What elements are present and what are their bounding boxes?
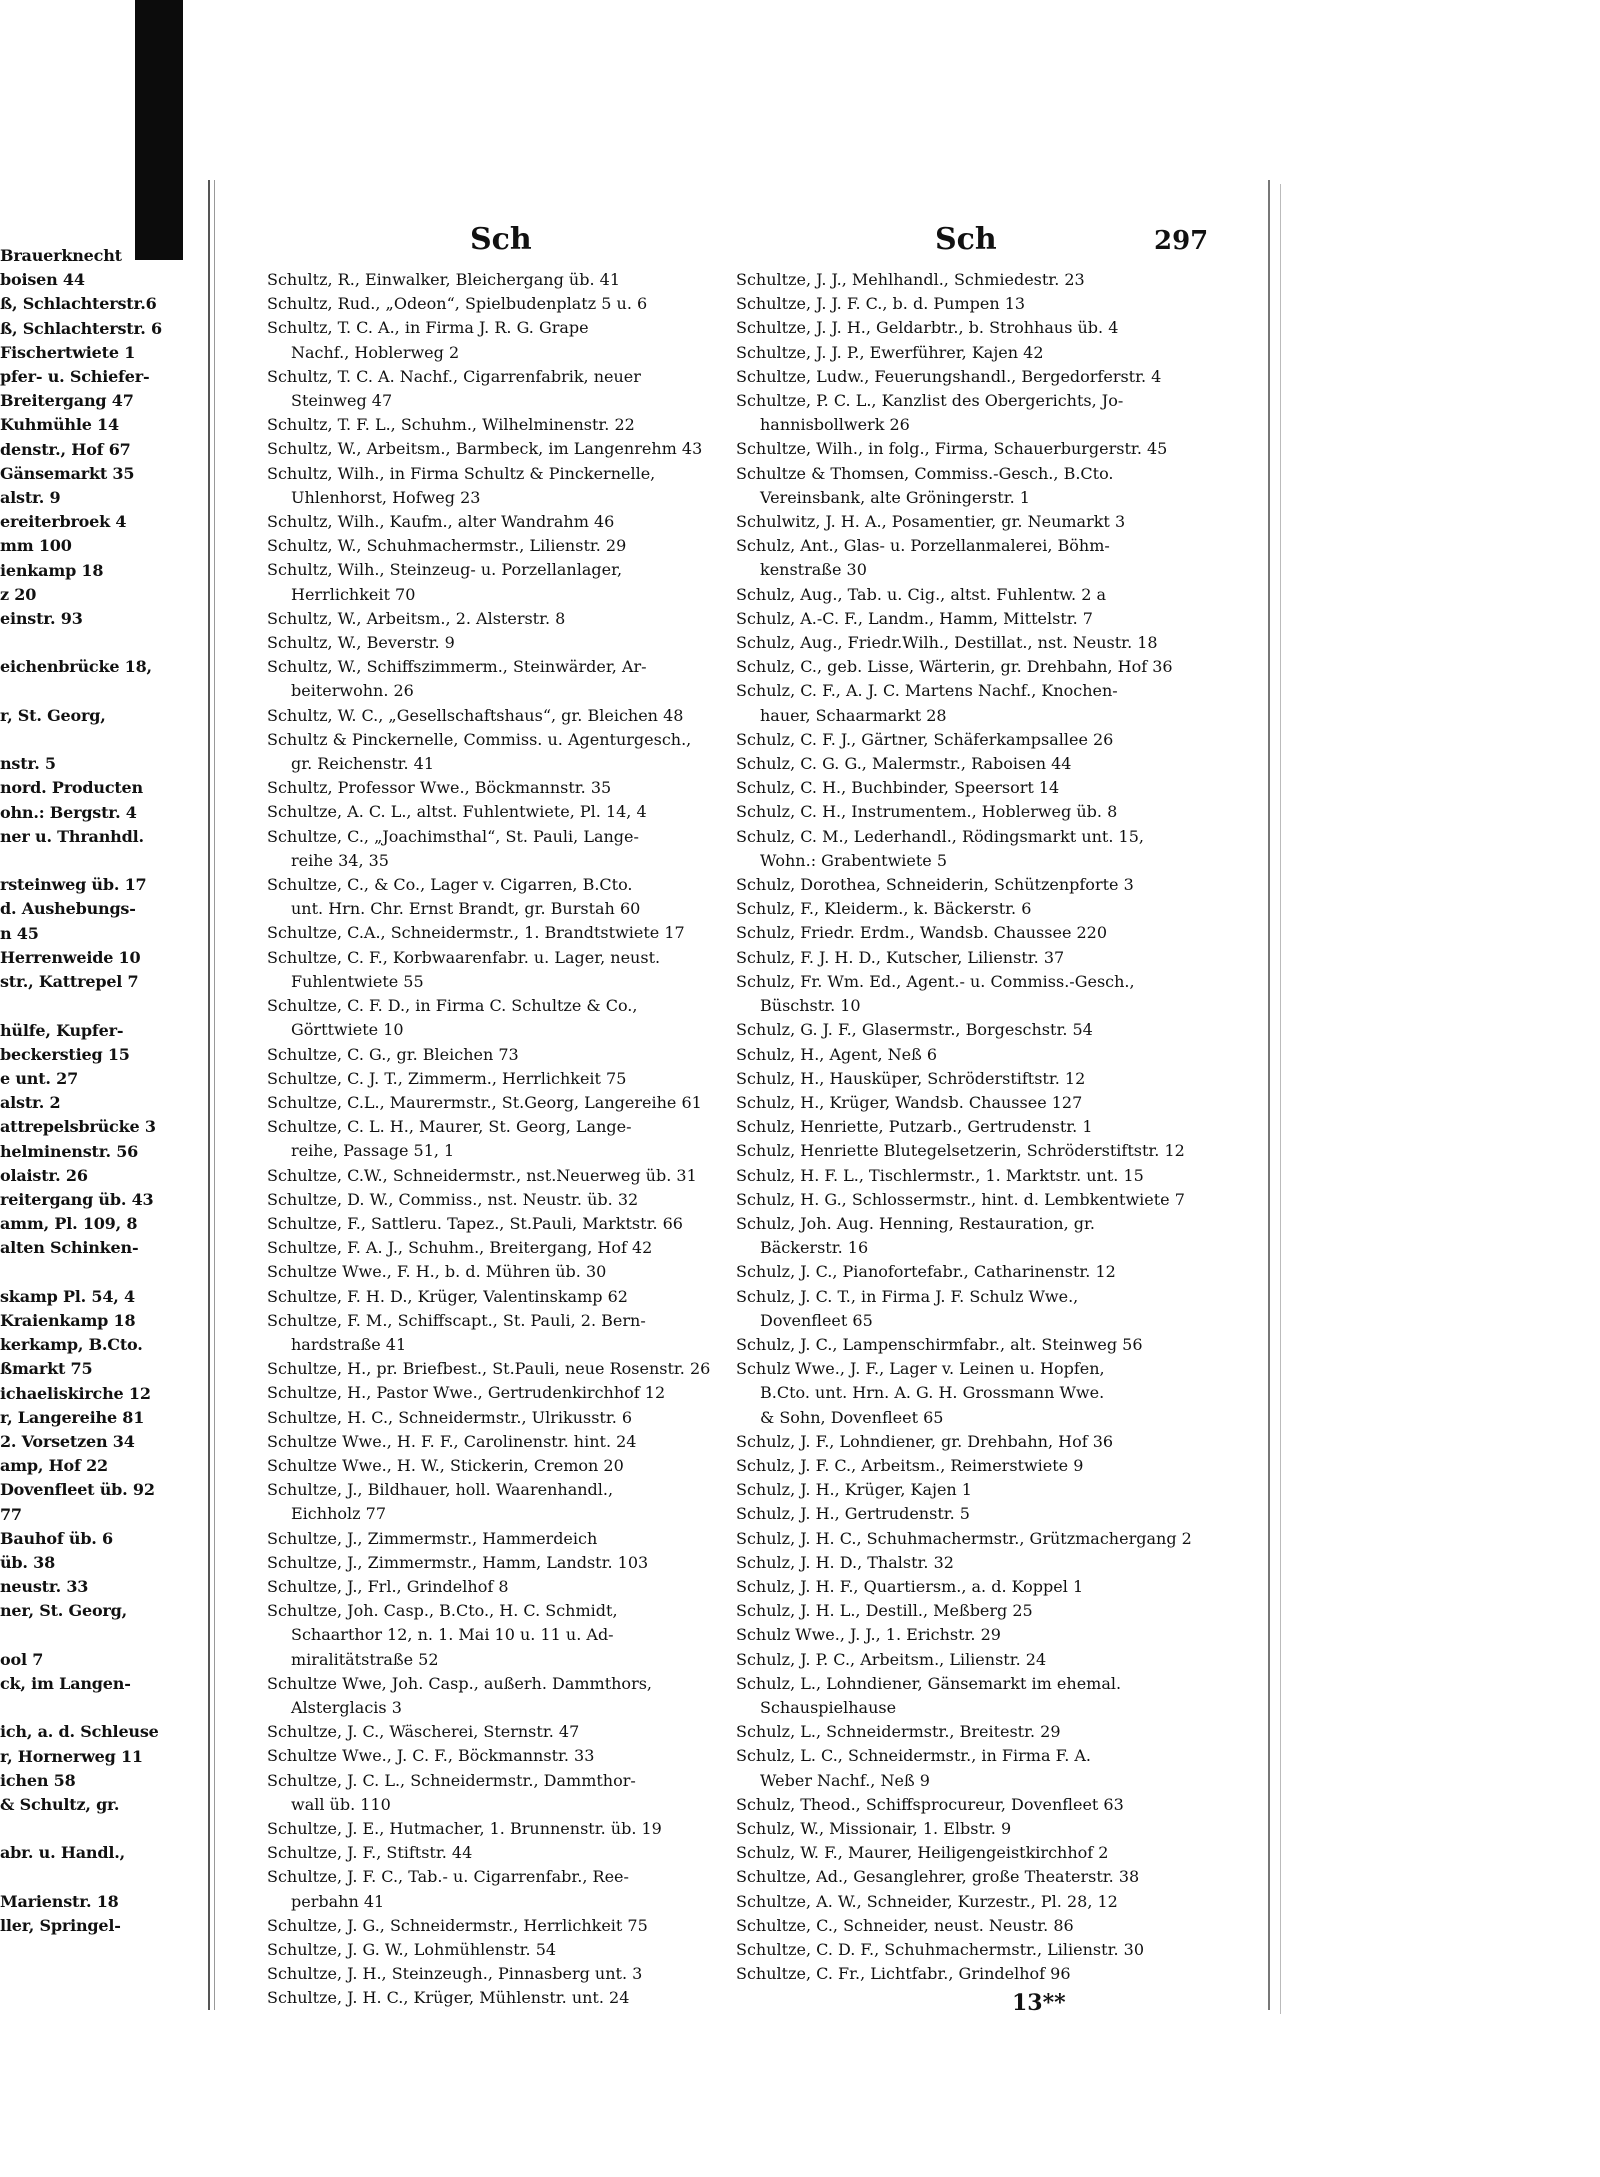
directory-entry-line: Schulz, J. H., Gertrudenstr. 5 (736, 1504, 970, 1524)
directory-entry-line: hannisbollwerk 26 (760, 415, 910, 435)
directory-entry-line: Schultze, C.A., Schneidermstr., 1. Brandtstwiete 17 (267, 923, 685, 943)
directory-entry-line: miralitätstraße 52 (291, 1649, 439, 1669)
directory-entry-line: Schultze, J., Zimmermstr., Hamm, Landstr. 103 (267, 1552, 649, 1572)
directory-entry-line: Schultz, Rud., „Odeon“, Spielbudenplatz 5 u. 6 (267, 294, 648, 314)
directory-entry-line: Schulz, W. F., Maurer, Heiligengeistkirchhof 2 (736, 1843, 1109, 1863)
directory-entry-line: Schultze, F. M., Schiffscapt., St. Pauli, 2. Bern- (267, 1310, 646, 1330)
directory-entry-line: Büschstr. 10 (760, 996, 861, 1016)
fragment-line: Dovenfleet üb. 92 (0, 1480, 155, 1500)
directory-entry-line: Schulz, L., Lohndiener, Gänsemarkt im ehemal. (736, 1673, 1122, 1693)
fragment-line: amm, Pl. 109, 8 (0, 1214, 138, 1234)
directory-entry-line: Schulz, Friedr. Erdm., Wandsb. Chaussee 220 (736, 923, 1108, 943)
fragment-line: ool 7 (0, 1649, 44, 1669)
fragment-line: e unt. 27 (0, 1068, 79, 1088)
directory-entry-line: Schultze, C. L. H., Maurer, St. Georg, Lange- (267, 1117, 632, 1137)
fragment-line (0, 1261, 205, 1285)
fragment-line: ienkamp 18 (0, 560, 104, 580)
directory-entry-line: & Sohn, Dovenfleet 65 (760, 1407, 944, 1427)
directory-entry-line: Bäckerstr. 16 (760, 1238, 869, 1258)
directory-column-left (267, 268, 732, 2011)
fragment-line: ich, a. d. Schleuse (0, 1722, 159, 1742)
directory-entry-line: Schultze, J., Frl., Grindelhof 8 (267, 1576, 509, 1596)
directory-entry-line: Schultze, J. H. C., Krüger, Mühlenstr. unt. 24 (267, 1988, 630, 2008)
fragment-line: ichaeliskirche 12 (0, 1383, 151, 1403)
fragment-line: pfer- u. Schiefer- (0, 367, 150, 387)
directory-entry-line: Schultze, Joh. Casp., B.Cto., H. C. Schmidt, (267, 1601, 618, 1621)
directory-entry-line: Schulz, Joh. Aug. Henning, Restauration, gr. (736, 1213, 1095, 1233)
directory-entry-line: Schulz, J. H. D., Thalstr. 32 (736, 1552, 954, 1572)
directory-entry-line: Nachf., Hoblerweg 2 (291, 342, 460, 362)
directory-entry-line: Schultze, D. W., Commiss., nst. Neustr. üb. 32 (267, 1189, 639, 1209)
directory-entry-line: Schultze, J. E., Hutmacher, 1. Brunnenstr. üb. 19 (267, 1819, 662, 1838)
fragment-line: ichen 58 (0, 1770, 76, 1790)
directory-entry-line: Schultz, W., Beverstr. 9 (267, 633, 455, 653)
fragment-line: Marienstr. 18 (0, 1891, 119, 1911)
directory-entry-line: Schulz, C. G. G., Malermstr., Raboisen 44 (736, 754, 1072, 774)
directory-entry-line: Schultze, C. F. D., in Firma C. Schultze & Co., (267, 996, 638, 1016)
directory-entry-line: Schultze, H., Pastor Wwe., Gertrudenkirchhof 12 (267, 1383, 666, 1403)
fragment-line: alstr. 9 (0, 488, 61, 508)
directory-entry-line: Schultz & Pinckernelle, Commiss. u. Agenturgesch., (267, 729, 692, 749)
fragment-line: amp, Hof 22 (0, 1456, 108, 1476)
directory-entry-line: Schulz, W., Missionair, 1. Elbstr. 9 (736, 1819, 1012, 1838)
directory-entry-line: Schultze, C., „Joachimsthal“, St. Pauli, Lange- (267, 826, 639, 846)
fragment-line: & Schultz, gr. (0, 1795, 120, 1814)
fragment-line: r, Hornerweg 11 (0, 1746, 143, 1766)
fragment-line (0, 680, 205, 704)
directory-entry-line: Schulz, Aug., Tab. u. Cig., altst. Fuhlentw. 2 a (736, 584, 1107, 604)
directory-entry-line: Schulz, J. H. L., Destill., Meßberg 25 (736, 1601, 1033, 1621)
directory-entry-line: Schultze, J., Zimmermstr., Hammerdeich (267, 1528, 598, 1548)
directory-entry-line: Schulz, A.-C. F., Landm., Hamm, Mittelstr. 7 (736, 608, 1093, 628)
directory-entry-line: Schulz, C. M., Lederhandl., Rödingsmarkt unt. 15, (736, 826, 1144, 846)
directory-entry-line: Schultz, Wilh., Steinzeug- u. Porzellanlager, (267, 560, 623, 580)
page-edge (1268, 180, 1270, 2010)
directory-entry-line: Schulz, Henriette, Putzarb., Gertrudenstr. 1 (736, 1117, 1093, 1137)
directory-entry-line: perbahn 41 (291, 1891, 385, 1911)
fragment-line: reitergang üb. 43 (0, 1189, 154, 1209)
directory-entry-line: Schultz, W., Arbeitsm., 2. Alsterstr. 8 (267, 608, 566, 628)
directory-entry-line: Schultze Wwe., J. C. F., Böckmannstr. 33 (267, 1746, 595, 1766)
directory-entry-line: Schultze, H., pr. Briefbest., St.Pauli, neue Rosenstr. 26 (267, 1359, 711, 1379)
directory-entry-line: Schultze, H. C., Schneidermstr., Ulrikusstr. 6 (267, 1407, 633, 1427)
directory-entry-line: Schultz, T. C. A., in Firma J. R. G. Grape (267, 318, 589, 338)
fragment-line: r, St. Georg, (0, 705, 106, 725)
directory-entry-line: Schultz, W., Schuhmachermstr., Lilienstr. 29 (267, 536, 627, 556)
directory-entry-line: Dovenfleet 65 (760, 1310, 873, 1330)
directory-entry-line: Schultze Wwe., H. F. F., Carolinenstr. hint. 24 (267, 1431, 637, 1451)
directory-entry-line: Schulz, Ant., Glas- u. Porzellanmalerei, Böhm- (736, 536, 1110, 556)
directory-entry-line: Schulz, J. C. T., in Firma J. F. Schulz Wwe., (736, 1286, 1079, 1306)
fragment-line: nstr. 5 (0, 754, 56, 774)
directory-entry-line: unt. Hrn. Chr. Ernst Brandt, gr. Burstah 60 (291, 899, 641, 919)
fragment-line: nord. Producten (0, 778, 143, 798)
fragment-line: Fischertwiete 1 (0, 342, 136, 362)
directory-entry-line: Fuhlentwiete 55 (291, 971, 424, 991)
directory-entry-line: Schulz, J. H., Krüger, Kajen 1 (736, 1480, 972, 1500)
fragment-line: üb. 38 (0, 1552, 56, 1572)
directory-entry-line: Schulz, H., Hausküper, Schröderstiftstr. 12 (736, 1068, 1086, 1088)
fragment-line: 77 (0, 1504, 22, 1524)
fragment-line (0, 1866, 205, 1890)
directory-entry-line: Schultze, C.W., Schneidermstr., nst.Neuerweg üb. 31 (267, 1165, 697, 1185)
directory-entry-line: Schultze, J. J. F. C., b. d. Pumpen 13 (736, 294, 1026, 314)
directory-entry-line: Schultze, F., Sattleru. Tapez., St.Pauli, Marktstr. 66 (267, 1213, 683, 1233)
directory-entry-line: Schultze, A. W., Schneider, Kurzestr., Pl. 28, 12 (736, 1891, 1118, 1911)
fragment-line: 2. Vorsetzen 34 (0, 1431, 135, 1451)
directory-entry-line: Schultze, J. C. L., Schneidermstr., Dammthor- (267, 1770, 636, 1790)
directory-entry-line: Schulz, J. F. C., Arbeitsm., Reimerstwiete 9 (736, 1455, 1084, 1475)
directory-entry-line: Eichholz 77 (291, 1504, 386, 1524)
directory-entry-line: Schultz, W., Arbeitsm., Barmbeck, im Langenrehm 43 (267, 439, 703, 459)
fragment-line (0, 728, 205, 752)
fragment-line: einstr. 93 (0, 609, 83, 629)
directory-entry-line: Schultze, C. Fr., Lichtfabr., Grindelhof 96 (736, 1964, 1071, 1984)
directory-entry-line: Schulz, L., Schneidermstr., Breitestr. 29 (736, 1722, 1061, 1742)
directory-entry-line: Schulz, J. F., Lohndiener, gr. Drehbahn, Hof 36 (736, 1431, 1114, 1451)
fragment-line: ner u. Thranhdl. (0, 826, 144, 846)
left-page-fragment-column (0, 244, 205, 1938)
page-number: 297 (1154, 226, 1209, 256)
fragment-line: olaistr. 26 (0, 1165, 88, 1185)
directory-entry-line: Schultze, J. J., Mehlhandl., Schmiedestr. 23 (736, 270, 1085, 289)
directory-entry-line: Schultze, J. F. C., Tab.- u. Cigarrenfabr., Ree- (267, 1867, 629, 1887)
fragment-line: abr. u. Handl., (0, 1843, 125, 1863)
directory-entry-line: Schultze, C., & Co., Lager v. Cigarren, B.Cto. (267, 875, 633, 895)
directory-entry-line: reihe 34, 35 (291, 850, 389, 870)
directory-entry-line: beiterwohn. 26 (291, 681, 414, 701)
directory-entry-line: Schultze & Thomsen, Commiss.-Gesch., B.Cto. (736, 463, 1114, 483)
directory-entry-line: Steinweg 47 (291, 391, 393, 411)
fragment-line: ß, Schlachterstr.6 (0, 294, 157, 314)
directory-entry-line: reihe, Passage 51, 1 (291, 1141, 455, 1161)
printer-signature-mark: 13** (1012, 1990, 1066, 2016)
directory-entry-line: Schultz, Wilh., Kaufm., alter Wandrahm 46 (267, 512, 615, 532)
fragment-line: beckerstieg 15 (0, 1044, 130, 1064)
directory-entry-line: Schultze, J. G. W., Lohmühlenstr. 54 (267, 1940, 557, 1960)
directory-entry-line: Weber Nachf., Neß 9 (760, 1770, 930, 1790)
directory-entry-line: Schulz, J. H. C., Schuhmachermstr., Grützmachergang 2 (736, 1528, 1192, 1548)
directory-entry-line: Görttwiete 10 (291, 1020, 404, 1040)
directory-entry-line: Schulz, C. F. J., Gärtner, Schäferkampsallee 26 (736, 729, 1114, 749)
directory-entry-line: Schultze, C. D. F., Schuhmachermstr., Lilienstr. 30 (736, 1940, 1144, 1960)
directory-entry-line: Schulz, C. F., A. J. C. Martens Nachf., Knochen- (736, 681, 1118, 701)
directory-entry-line: Schulz, Dorothea, Schneiderin, Schützenpforte 3 (736, 875, 1134, 895)
directory-entry-line: Schulz, Fr. Wm. Ed., Agent.- u. Commiss.-Gesch., (736, 971, 1135, 991)
directory-entry-line: Schultze, J. J. H., Geldarbtr., b. Strohhaus üb. 4 (736, 318, 1119, 338)
directory-entry-line: Alsterglacis 3 (291, 1697, 402, 1717)
fragment-line: Herrenweide 10 (0, 947, 141, 967)
directory-entry-line: Schultze, J. C., Wäscherei, Sternstr. 47 (267, 1722, 580, 1742)
fragment-line: attrepelsbrücke 3 (0, 1117, 156, 1137)
directory-entry-line: Schulz, J. H. F., Quartiersm., a. d. Koppel 1 (736, 1576, 1084, 1596)
fragment-line: Kraienkamp 18 (0, 1310, 136, 1330)
fragment-line: kerkamp, B.Cto. (0, 1335, 143, 1355)
directory-entry-line: Schultz, W. C., „Gesellschaftshaus“, gr. Bleichen 48 (267, 705, 684, 725)
directory-entry-line: B.Cto. unt. Hrn. A. G. H. Grossmann Wwe. (760, 1383, 1105, 1403)
fragment-line: ohn.: Bergstr. 4 (0, 802, 137, 822)
fragment-line (0, 1817, 205, 1841)
fragment-line: rsteinweg üb. 17 (0, 875, 147, 895)
fragment-line (0, 849, 205, 873)
fragment-line: denstr., Hof 67 (0, 439, 131, 459)
directory-entry-line: Schultze, C., Schneider, neust. Neustr. 86 (736, 1915, 1074, 1935)
directory-entry-line: Schulz, F., Kleiderm., k. Bäckerstr. 6 (736, 899, 1032, 919)
directory-entry-line: wall üb. 110 (291, 1794, 391, 1814)
fragment-line: alten Schinken- (0, 1238, 139, 1258)
running-head-left: Sch (470, 222, 532, 257)
directory-entry-line: Schulz, G. J. F., Glasermstr., Borgeschstr. 54 (736, 1020, 1093, 1040)
directory-entry-line: Schulz, Theod., Schiffsprocureur, Dovenfleet 63 (736, 1794, 1124, 1814)
book-spine-line-inner (214, 180, 215, 2010)
directory-entry-line: Schultze, A. C. L., altst. Fuhlentwiete, Pl. 14, 4 (267, 802, 647, 822)
binding-shadow (135, 0, 183, 260)
directory-entry-line: Schulz, J. C., Lampenschirmfabr., alt. Steinweg 56 (736, 1334, 1143, 1354)
fragment-line: Gänsemarkt 35 (0, 463, 135, 483)
directory-entry-line: Schultze, C.L., Maurermstr., St.Georg, Langereihe 61 (267, 1092, 702, 1112)
directory-entry-line: hardstraße 41 (291, 1334, 407, 1354)
directory-entry-line: Schultze Wwe., H. W., Stickerin, Cremon 20 (267, 1455, 624, 1475)
fragment-line: r, Langereihe 81 (0, 1407, 145, 1427)
directory-entry-line: Schauspielhause (760, 1697, 897, 1717)
directory-entry-line: Schultze, J. J. P., Ewerführer, Kajen 42 (736, 342, 1044, 362)
fragment-line: alstr. 2 (0, 1093, 61, 1113)
directory-entry-line: Schultze, C. J. T., Zimmerm., Herrlichkeit 75 (267, 1068, 627, 1088)
directory-entry-line: hauer, Schaarmarkt 28 (760, 705, 947, 725)
directory-entry-line: Schulz, L. C., Schneidermstr., in Firma F. A. (736, 1746, 1092, 1766)
directory-entry-line: Schultze, C. G., gr. Bleichen 73 (267, 1044, 519, 1064)
fragment-line: hülfe, Kupfer- (0, 1020, 124, 1040)
directory-entry-line: Schultze, F. A. J., Schuhm., Breitergang, Hof 42 (267, 1238, 653, 1258)
fragment-line: Kuhmühle 14 (0, 415, 119, 435)
fragment-line: n 45 (0, 923, 39, 943)
directory-entry-line: Schulz Wwe., J. F., Lager v. Leinen u. Hopfen, (736, 1359, 1105, 1379)
directory-entry-line: Schulz, H. F. L., Tischlermstr., 1. Marktstr. unt. 15 (736, 1165, 1144, 1185)
fragment-line: ller, Springel- (0, 1916, 121, 1936)
directory-entry-line: Vereinsbank, alte Gröningerstr. 1 (760, 487, 1030, 507)
directory-entry-line: Schultz, Wilh., in Firma Schultz & Pinckernelle, (267, 463, 656, 483)
directory-entry-line: Schulz, H., Krüger, Wandsb. Chaussee 127 (736, 1092, 1083, 1112)
directory-entry-line: Schultze, J. F., Stiftstr. 44 (267, 1843, 473, 1863)
directory-entry-line: Schultz, R., Einwalker, Bleichergang üb. 41 (267, 270, 620, 289)
directory-entry-line: Schultze, C. F., Korbwaarenfabr. u. Lager, neust. (267, 947, 661, 967)
fragment-line (0, 994, 205, 1018)
fragment-line: z 20 (0, 584, 37, 604)
directory-entry-line: Wohn.: Grabentwiete 5 (760, 850, 948, 870)
running-head-right: Sch (935, 222, 997, 257)
directory-entry-line: Schultz, Professor Wwe., Böckmannstr. 35 (267, 778, 612, 798)
directory-entry-line: Schulz, C., geb. Lisse, Wärterin, gr. Drehbahn, Hof 36 (736, 657, 1173, 677)
fragment-line: boisen 44 (0, 270, 85, 290)
fragment-line: ßmarkt 75 (0, 1359, 93, 1379)
directory-entry-line: Schulz, H. G., Schlossermstr., hint. d. Lembkentwiete 7 (736, 1189, 1185, 1209)
directory-entry-line: Schaarthor 12, n. 1. Mai 10 u. 11 u. Ad- (291, 1625, 614, 1645)
fragment-line: str., Kattrepel 7 (0, 972, 139, 992)
book-spine-line (208, 180, 210, 2010)
directory-entry-line: Schulz, J. C., Pianofortefabr., Catharinenstr. 12 (736, 1262, 1116, 1282)
directory-entry-line: Schulwitz, J. H. A., Posamentier, gr. Neumarkt 3 (736, 512, 1126, 532)
fragment-line: Bauhof üb. 6 (0, 1528, 113, 1548)
directory-entry-line: Schultze, J., Bildhauer, holl. Waarenhandl., (267, 1480, 614, 1500)
directory-entry-line: Schulz, C. H., Instrumentem., Hoblerweg üb. 8 (736, 802, 1118, 822)
directory-entry-line: Schultze, Wilh., in folg., Firma, Schauerburgerstr. 45 (736, 439, 1168, 459)
fragment-line: d. Aushebungs- (0, 899, 136, 919)
directory-entry-line: Schultze, F. H. D., Krüger, Valentinskamp 62 (267, 1286, 628, 1306)
fragment-line (0, 631, 205, 655)
directory-entry-line: Schulz, F. J. H. D., Kutscher, Lilienstr. 37 (736, 947, 1065, 967)
directory-entry-line: gr. Reichenstr. 41 (291, 754, 435, 774)
directory-entry-line: Schultze, J. G., Schneidermstr., Herrlichkeit 75 (267, 1915, 648, 1935)
directory-entry-line: Schulz, Aug., Friedr.Wilh., Destillat., nst. Neustr. 18 (736, 633, 1158, 653)
fragment-line (0, 1696, 205, 1720)
directory-entry-line: kenstraße 30 (760, 560, 867, 580)
directory-entry-line: Schultz, T. F. L., Schuhm., Wilhelminenstr. 22 (267, 415, 635, 435)
fragment-line: ß, Schlachterstr. 6 (0, 318, 162, 338)
directory-entry-line: Herrlichkeit 70 (291, 584, 416, 604)
fragment-line (0, 1624, 205, 1648)
directory-entry-line: Uhlenhorst, Hofweg 23 (291, 487, 481, 507)
directory-entry-line: Schultze, Ludw., Feuerungshandl., Bergedorferstr. 4 (736, 366, 1162, 386)
directory-entry-line: Schultz, W., Schiffszimmerm., Steinwärder, Ar- (267, 657, 647, 677)
fragment-line: neustr. 33 (0, 1577, 89, 1597)
fragment-line: ner, St. Georg, (0, 1601, 128, 1621)
directory-entry-line: Schultze, Ad., Gesanglehrer, große Theaterstr. 38 (736, 1867, 1140, 1887)
fragment-line: Brauerknecht (0, 246, 122, 265)
fragment-line: ereiterbroek 4 (0, 512, 127, 532)
directory-entry-line: Schulz, J. P. C., Arbeitsm., Lilienstr. 24 (736, 1649, 1047, 1669)
directory-entry-line: Schultze Wwe, Joh. Casp., außerh. Dammthors, (267, 1673, 653, 1693)
directory-entry-line: Schulz, Henriette Blutegelsetzerin, Schröderstiftstr. 12 (736, 1141, 1185, 1161)
directory-entry-line: Schultz, T. C. A. Nachf., Cigarrenfabrik, neuer (267, 366, 641, 386)
fragment-line: skamp Pl. 54, 4 (0, 1286, 135, 1306)
fragment-line: ck, im Langen- (0, 1673, 131, 1693)
directory-entry-line: Schultze Wwe., F. H., b. d. Mühren üb. 30 (267, 1262, 607, 1282)
directory-entry-line: Schultze, J. H., Steinzeugh., Pinnasberg unt. 3 (267, 1964, 643, 1984)
fragment-line: Breitergang 47 (0, 391, 134, 411)
directory-entry-line: Schultze, P. C. L., Kanzlist des Obergerichts, Jo- (736, 391, 1124, 411)
page-edge-inner (1280, 184, 1281, 2014)
directory-entry-line: Schulz, C. H., Buchbinder, Speersort 14 (736, 778, 1060, 798)
directory-entry-line: Schulz, H., Agent, Neß 6 (736, 1044, 938, 1064)
directory-column-right (736, 268, 1198, 1986)
fragment-line: eichenbrücke 18, (0, 657, 152, 677)
fragment-line: mm 100 (0, 536, 72, 556)
fragment-line: helminenstr. 56 (0, 1141, 139, 1161)
directory-entry-line: Schulz Wwe., J. J., 1. Erichstr. 29 (736, 1625, 1001, 1645)
